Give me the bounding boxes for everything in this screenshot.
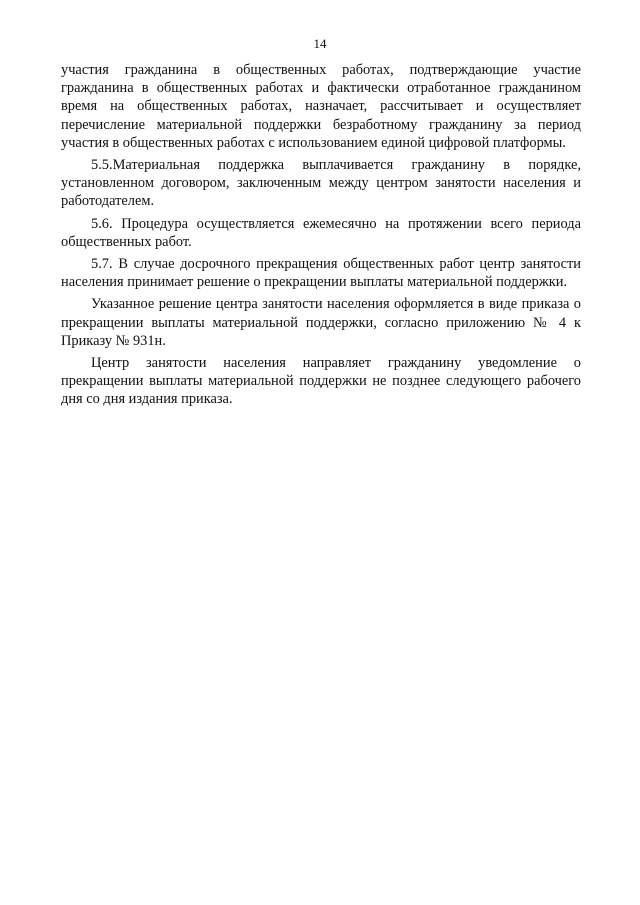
paragraph-5-5: 5.5.Материальная поддержка выплачивается гражданину в порядке, установленном договором, заключенным между центром занятости населения и работодателем. (61, 157, 581, 210)
page-number: 14 (313, 36, 327, 51)
document-body (61, 61, 581, 413)
paragraph-5-6: 5.6. Процедура осуществляется ежемесячно на протяжении всего периода общественных работ. (61, 215, 581, 250)
paragraph-5-7: 5.7. В случае досрочного прекращения общественных работ центр занятости населения принимает решение о прекращении выплаты материальной поддержки. (61, 256, 581, 291)
paragraph-notification: Центр занятости населения направляет гражданину уведомление о прекращении выплаты материальной поддержки не позднее следующего рабочего дня со дня издания приказа. (61, 355, 581, 408)
paragraph-decision-order: Указанное решение центра занятости населения оформляется в виде приказа о прекращении выплаты материальной поддержки, согласно приложению № 4 к Приказу № 931н. (61, 296, 581, 349)
paragraph-continuation: участия гражданина в общественных работах, подтверждающие участие гражданина в общественных работах и фактически отработанное гражданином время на общественных работах, назначает, рассчитывает и осуществляет перечисление материальной поддержки безработному гражданину за период участия в общественных работах с использованием единой цифровой платформы. (61, 62, 581, 151)
